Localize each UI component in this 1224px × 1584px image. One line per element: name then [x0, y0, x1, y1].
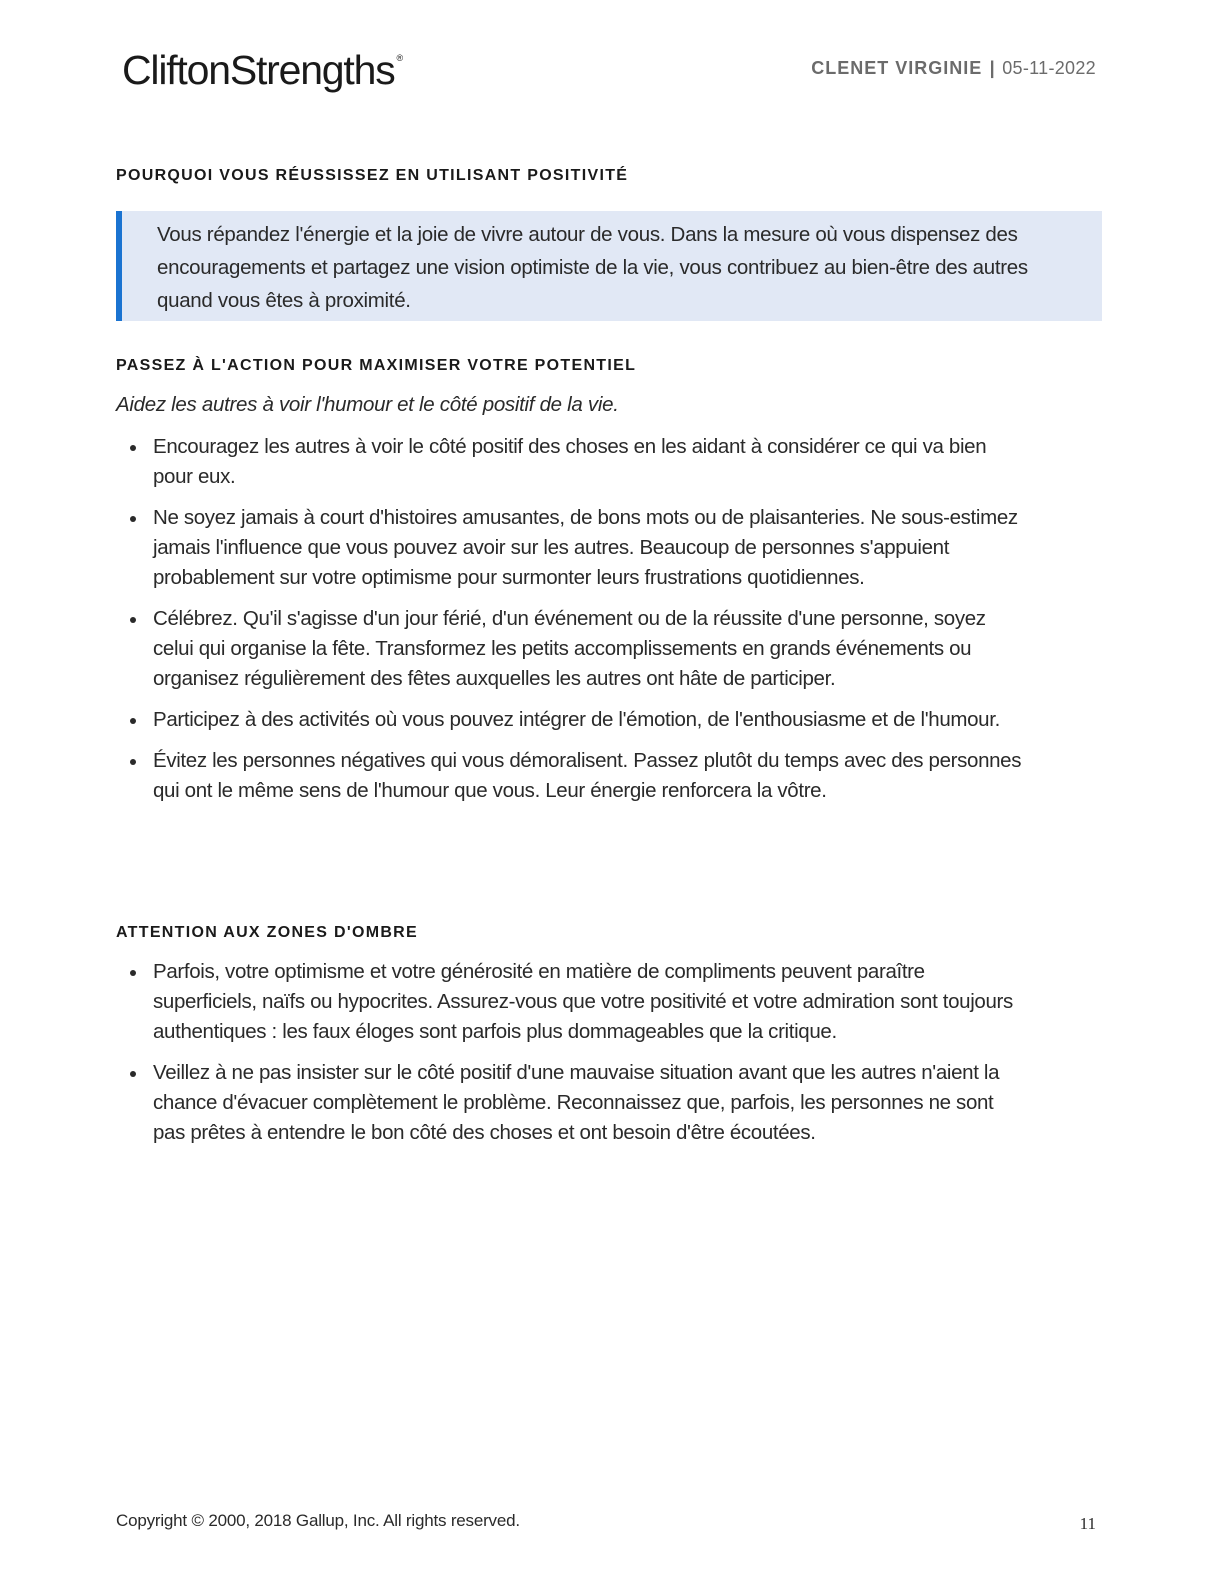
shadows-heading: ATTENTION AUX ZONES D'OMBRE	[116, 924, 419, 941]
shadows-item-1: Parfois, votre optimisme et votre générosité en matière de compliments peuvent paraître superficiels, naïfs ou hypocrites. Assurez-vous que votre positivité et votre admiration sont toujours authentiques : les faux éloges sont parfois plus dommageables que la critique.	[116, 957, 1026, 1047]
why-heading: POURQUOI VOUS RÉUSSISSEZ EN UTILISANT POSITIVITÉ	[116, 167, 629, 184]
action-heading: PASSEZ À L'ACTION POUR MAXIMISER VOTRE POTENTIEL	[116, 357, 637, 374]
why-callout	[116, 211, 1102, 321]
action-item-1: Encouragez les autres à voir le côté positif des choses en les aidant à considérer ce qui va bien pour eux.	[116, 432, 1026, 492]
person-name: CLENET VIRGINIE	[811, 58, 983, 78]
report-date: 05-11-2022	[1002, 58, 1096, 78]
action-lead: Aidez les autres à voir l'humour et le côté positif de la vie.	[116, 393, 619, 416]
action-item-3: Célébrez. Qu'il s'agisse d'un jour férié, d'un événement ou de la réussite d'une personne, soyez celui qui organise la fête. Transformez les petits accomplissements en grands événements ou organisez régulièrement des fêtes auxquelles les autres ont hâte de participer.	[116, 604, 1026, 694]
registered-mark: ®	[396, 53, 404, 63]
why-text: Vous répandez l'énergie et la joie de vivre autour de vous. Dans la mesure où vous dispensez des encouragements et partagez une vision optimiste de la vie, vous contribuez au bien-être des autres quand vous êtes à proximité.	[157, 223, 1028, 312]
action-list	[116, 432, 1026, 817]
shadows-item-2: Veillez à ne pas insister sur le côté positif d'une mauvaise situation avant que les autres n'aient la chance d'évacuer complètement le problème. Reconnaissez que, parfois, les personnes ne sont pas prêtes à entendre le bon côté des choses et ont besoin d'être écoutées.	[116, 1058, 1026, 1148]
shadows-list	[116, 957, 1026, 1159]
copyright: Copyright © 2000, 2018 Gallup, Inc. All rights reserved.	[116, 1511, 520, 1530]
logo-text: CliftonStrengths	[122, 47, 395, 93]
action-item-5: Évitez les personnes négatives qui vous démoralisent. Passez plutôt du temps avec des personnes qui ont le même sens de l'humour que vous. Leur énergie renforcera la vôtre.	[116, 746, 1026, 806]
header-separator: |	[989, 58, 995, 78]
page-number: 11	[1079, 1514, 1096, 1533]
report-header-info	[811, 58, 1096, 79]
clifton-strengths-logo	[122, 47, 404, 93]
action-item-2: Ne soyez jamais à court d'histoires amusantes, de bons mots ou de plaisanteries. Ne sous-estimez jamais l'influence que vous pouvez avoir sur les autres. Beaucoup de personnes s'appuient probablement sur votre optimisme pour surmonter leurs frustrations quotidiennes.	[116, 503, 1026, 593]
action-item-4: Participez à des activités où vous pouvez intégrer de l'émotion, de l'enthousiasme et de l'humour.	[116, 705, 1026, 735]
